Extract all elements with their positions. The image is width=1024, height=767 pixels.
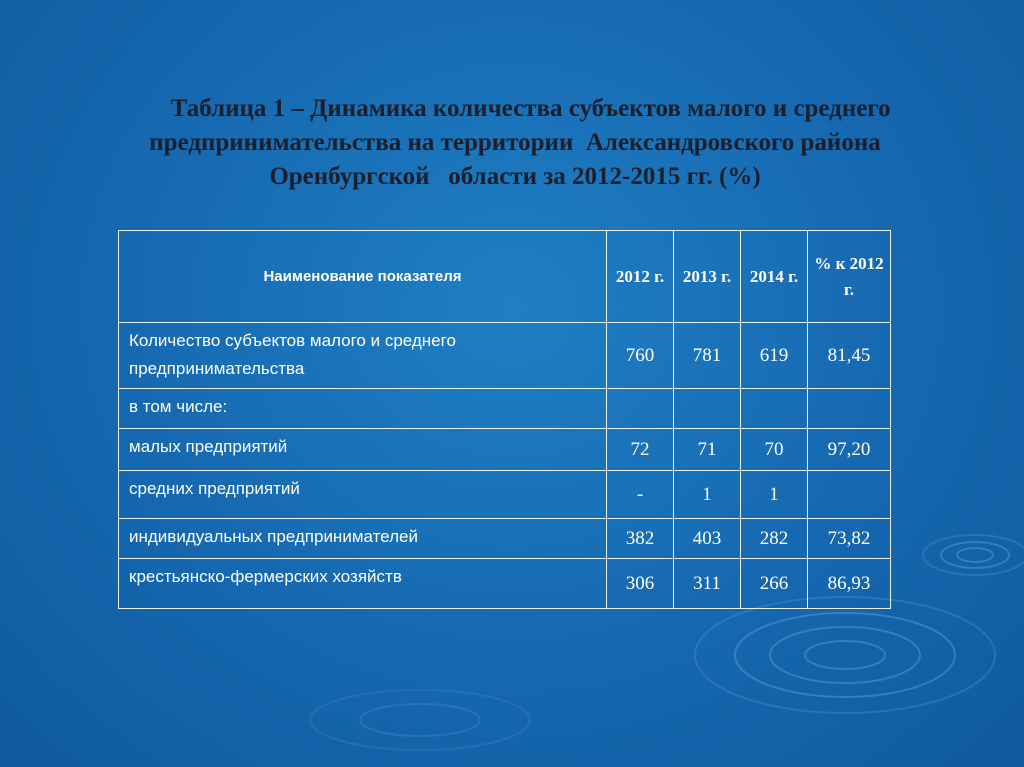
header-2012-label: 2012 г. xyxy=(615,266,665,286)
table-row xyxy=(119,429,891,471)
cell-2014: 266 xyxy=(741,559,808,609)
table-row xyxy=(119,559,891,609)
header-2012 xyxy=(607,231,674,323)
cell-2012: - xyxy=(607,471,674,519)
cell-2013: 71 xyxy=(674,429,741,471)
cell-pct: 81,45 xyxy=(808,323,891,389)
header-pct-2012 xyxy=(808,231,891,323)
cell-2012 xyxy=(607,389,674,429)
cell-2012: 306 xyxy=(607,559,674,609)
cell-2012: 760 xyxy=(607,323,674,389)
header-indicator-name: Наименование показателя xyxy=(119,231,607,323)
table-row xyxy=(119,323,891,389)
cell-2014: 619 xyxy=(741,323,808,389)
row-label: индивидуальных предпринимателей xyxy=(119,519,607,559)
cell-2013 xyxy=(674,389,741,429)
cell-2012: 72 xyxy=(607,429,674,471)
cell-2014: 1 xyxy=(741,471,808,519)
slide-title: Таблица 1 – Динамика количества субъектов малого и среднего предпринимательства на территории Александровского района Оренбургской области за 2012-2015 гг. (%) xyxy=(139,95,897,190)
header-pct-label: % к 2012 г. xyxy=(814,253,884,299)
cell-2012: 382 xyxy=(607,519,674,559)
cell-2014 xyxy=(741,389,808,429)
cell-pct xyxy=(808,471,891,519)
row-label: крестьянско-фермерских хозяйств xyxy=(119,559,607,609)
row-label: Количество субъектов малого и среднего предпринимательства xyxy=(119,323,607,389)
cell-pct: 86,93 xyxy=(808,559,891,609)
cell-2014: 282 xyxy=(741,519,808,559)
row-label: малых предприятий xyxy=(119,429,607,471)
header-row xyxy=(119,231,891,323)
cell-2013: 1 xyxy=(674,471,741,519)
cell-2014: 70 xyxy=(741,429,808,471)
header-2014 xyxy=(741,231,808,323)
table-row xyxy=(119,389,891,429)
cell-pct xyxy=(808,389,891,429)
cell-2013: 311 xyxy=(674,559,741,609)
table-row xyxy=(119,471,891,519)
header-2013 xyxy=(674,231,741,323)
cell-pct: 73,82 xyxy=(808,519,891,559)
row-label: средних предприятий xyxy=(119,471,607,519)
smb-dynamics-table xyxy=(118,230,891,609)
header-2014-label: 2014 г. xyxy=(749,266,799,286)
header-2013-label: 2013 г. xyxy=(682,266,732,286)
cell-2013: 403 xyxy=(674,519,741,559)
row-label: в том числе: xyxy=(119,389,607,429)
cell-pct: 97,20 xyxy=(808,429,891,471)
table-row xyxy=(119,519,891,559)
cell-2013: 781 xyxy=(674,323,741,389)
